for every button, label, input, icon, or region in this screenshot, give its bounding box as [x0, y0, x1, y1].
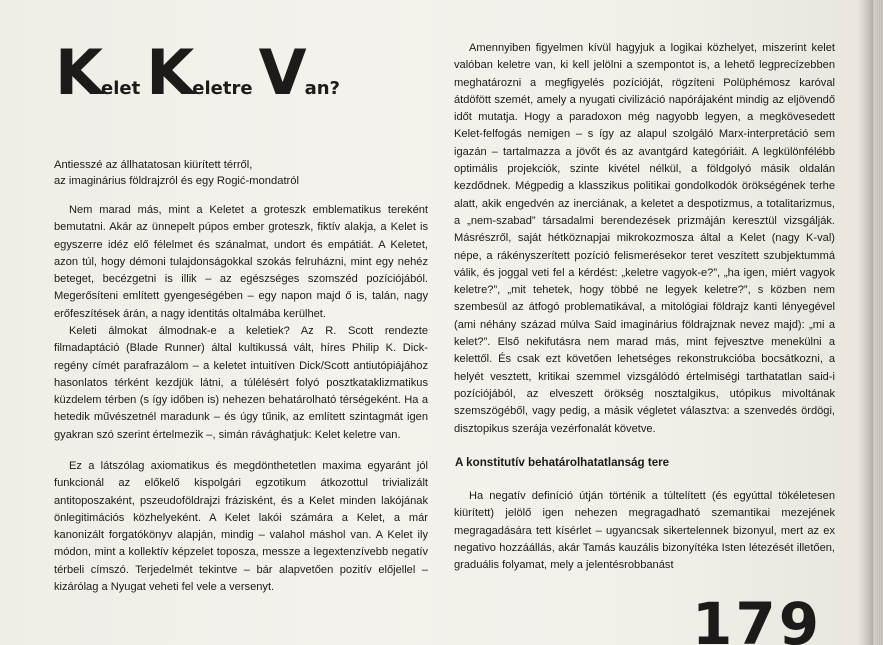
subtitle-line-2: az imaginárius földrajzról és egy Rogić-mondatról: [54, 175, 299, 187]
page-number: 179: [692, 595, 823, 645]
title-letter-k2: K: [146, 36, 193, 109]
body-paragraph: Ha negatív definíció útján történik a túltelített (és egyúttal tökéletesen kiürített) jelölő igen nehezen megragadható szemantikai mezejének megragadására tett kísérlet – ugyancsak sikertelennek bizonyul, mert az ex negativo hozzáállás, akár Tamás kauzális bizonyítéka Isten létezését illetően, graduális folyamat, mely a jelentésrobbanást: [454, 490, 835, 572]
right-column-paragraph-2: [454, 488, 835, 574]
title-word-van: an?: [304, 78, 340, 99]
left-column-paragraph-3: [54, 458, 428, 596]
title-word-elet: elet: [101, 78, 141, 99]
body-paragraph: Ez a látszólag axiomatikus és megdönthetetlen maxima egyaránt jól funkcionál az előkelő kispolgári egzotikum átkozottul trivializált antitoposzaként, pszeudoföldrajzi frázisként, és a Kelet minden lakójának önlegitimációs közhelyeként. A Kelet lakói számára a Kelet, a már kanonizált forgatókönyv alapján, mindig – valahol máshol van. A Kelet ily módon, mint a kollektív képzelet toposza, messze a legextenzívebb negatív térbeli címszó. Terjedelmét tekintve – bár alapvetően pozitív előjellel – kizárólag a Nyugat veheti fel vele a versenyt.: [54, 460, 428, 594]
article-subtitle: [54, 157, 394, 189]
subtitle-line-1: Antiesszé az állhatatosan kiürített térről,: [54, 159, 253, 171]
right-column-paragraph-1: [454, 40, 835, 438]
left-column-paragraph-1: [54, 202, 428, 323]
title-letter-v: V: [258, 36, 305, 109]
body-paragraph: Amennyiben figyelmen kívül hagyjuk a logikai közhelyet, miszerint kelet valóban keletre van, ki kell jelölni a szempontot is, a lehető legprecízebben meghatározni a megfigyelés pozícióját, rögzíteni Polüphémosz karóval átdöfött szemét, amely a nyugati civilizáció napórájaként mindig az eljövendő időt mutatja. Hogy a paradoxon még nagyobb legyen, a megkövesedett Kelet-felfogás nemigen – s így az alapul szolgáló Marx-interpretáció sem igazán – tartalmazza a jövőt és az avantgárd kategóriáit. A legkülönfélébb optimális projekciók, szinte kivétel nélkül, a földgolyó másik oldalán kezdődnek. Mégpedig a klasszikus politikai gondolkodók örökségének terhe alatt, akik engedvén az inerciának, a keletet a despotizmus, a totalitarizmus, a „nem-szabad” társadalmi berendezések prizmáján keresztül vizsgálják. Másrészről, saját hétköznapjai mikrokozmosza által a Kelet (nagy K-val) népe, a rákényszerített pozíció felismerésekor teret veszített szubjektummá válik, és joggal veti fel a kérdést: „keletre vagyok-e?”, „ha igen, miért vagyok keletre?”, „mit tehetek, hogy többé ne legyek keletre?”, s közben nem szembesül az átfogó problematikával, a mitológiai földrajz kanti lényegével (ami néhány század múlva Said imaginárius földrajznak nevez majd): „mi a kelet?”. Első nekifutásra nem marad más, mint fejvesztve menekülni a kelettől. És csak ezt követően lehetséges rekonstrukcióba bocsátkozni, a helyét vesztett, kritikai szemmel vizsgálódó értelmiségi tarthatatlan said-i pozíciójából, az elveszett örökség nosztalgikus, utópikus mivoltának szemszögéből, vagy pedig, a másik végletet választva: a szenvedés ördögi, disztopikus szerája vezérfonalát követve.: [454, 42, 835, 435]
section-heading: A konstitutív behatárolhatatlanság tere: [455, 456, 670, 469]
title-letter-k1: K: [55, 36, 102, 109]
body-paragraph: Keleti álmokat álmodnak-e a keletiek? Az R. Scott rendezte filmadaptáció (Blade Runner) által kultikussá vált, híres Philip K. Dick-regény címét parafrazálom – a keletet intuitíven Dick/Scott antiutópiájához hasonlatos térként kezdjük látni, a túlélésért folyó posztkataklizmatikus küzdelem térben (s így időben is) nehezen behatárolható térségeként. Ha a hetedik művészetnél maradunk – és úgy tűnik, az említett szintagmát igen gyakran szó szerint értelmezik –, simán rávághatjuk: Kelet keletre van.: [54, 325, 428, 441]
body-paragraph: Nem marad más, mint a Keletet a groteszk emblematikus tereként bemutatni. Akár az ünnepelt púpos ember groteszk, fiktív alakja, a Kelet is egyszerre idéz elő félelmet és szánalmat, undort és empátiát. A Keletet, azon túl, hogy démoni tulajdonságokkal szokás felruházni, mint egy nehéz beteget, becézgetni is illik – az egészséges szomszéd pozíciójából. Megerősíteni említett gyengeségében – egy napon majd ő is, talán, nagy erőfeszítések árán, a nagy identitás oltalmába kerülhet.: [54, 204, 428, 320]
title-word-eletre: eletre: [192, 78, 253, 99]
left-column-paragraph-2: [54, 323, 428, 444]
article-title: [55, 36, 355, 109]
page-edges: [873, 0, 883, 645]
